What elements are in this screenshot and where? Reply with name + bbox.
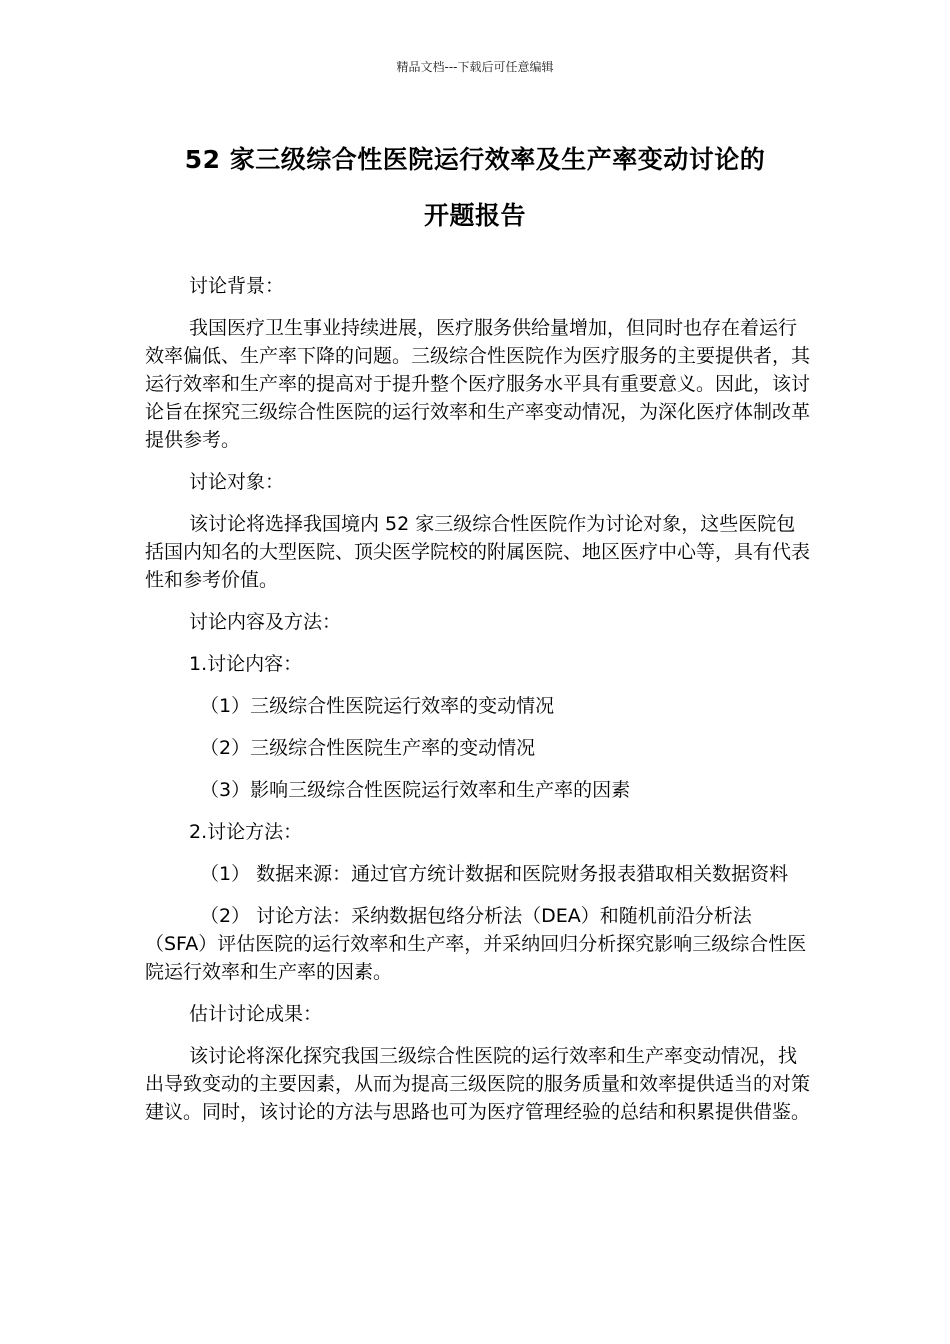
content-method-heading: 讨论内容及方法： [189,611,342,633]
content-subheading: 1.讨论内容： [189,653,303,675]
content-item: （3）影响三级综合性医院运行效率和生产率的因素 [200,779,631,801]
outcome-heading: 估计讨论成果： [189,1003,323,1025]
method-item: （1） 数据来源：通过官方统计数据和医院财务报表猎取相关数据资料 [200,863,789,885]
document-title-line-1: 52 家三级综合性医院运行效率及生产率变动讨论的 [184,145,766,174]
header-note: 精品文档---下载后可任意编辑 [396,60,554,74]
content-item: （1）三级综合性医院运行效率的变动情况 [200,695,555,717]
document-title-line-2: 开题报告 [423,201,526,230]
object-paragraph: 该讨论将选择我国境内 52 家三级综合性医院作为讨论对象，这些医院包括国内知名的大型医院、顶尖医学院校的附属医院、地区医疗中心等，具有代表性和参考价值。 [145,513,811,591]
method-item: （2） 讨论方法：采纳数据包络分析法（DEA）和随机前沿分析法（SFA）评估医院的运行效率和生产率，并采纳回归分析探究影响三级综合性医院运行效率和生产率的因素。 [145,905,807,983]
outcome-paragraph: 该讨论将深化探究我国三级综合性医院的运行效率和生产率变动情况，找出导致变动的主要因素，从而为提高三级医院的服务质量和效率提供适当的对策建议。同时，该讨论的方法与思路也可为医疗管理经验的总结和积累提供借鉴。 [145,1045,811,1123]
background-paragraph: 我国医疗卫生事业持续进展，医疗服务供给量增加，但同时也存在着运行效率偏低、生产率下降的问题。三级综合性医院作为医疗服务的主要提供者，其运行效率和生产率的提高对于提升整个医疗服务水平具有重要意义。因此，该讨论旨在探究三级综合性医院的运行效率和生产率变动情况，为深化医疗体制改革提供参考。 [145,317,811,451]
background-heading: 讨论背景： [189,275,285,297]
object-heading: 讨论对象： [189,471,285,493]
document-body [145,272,810,1140]
method-subheading: 2.讨论方法： [189,821,303,843]
content-item: （2）三级综合性医院生产率的变动情况 [200,737,536,759]
